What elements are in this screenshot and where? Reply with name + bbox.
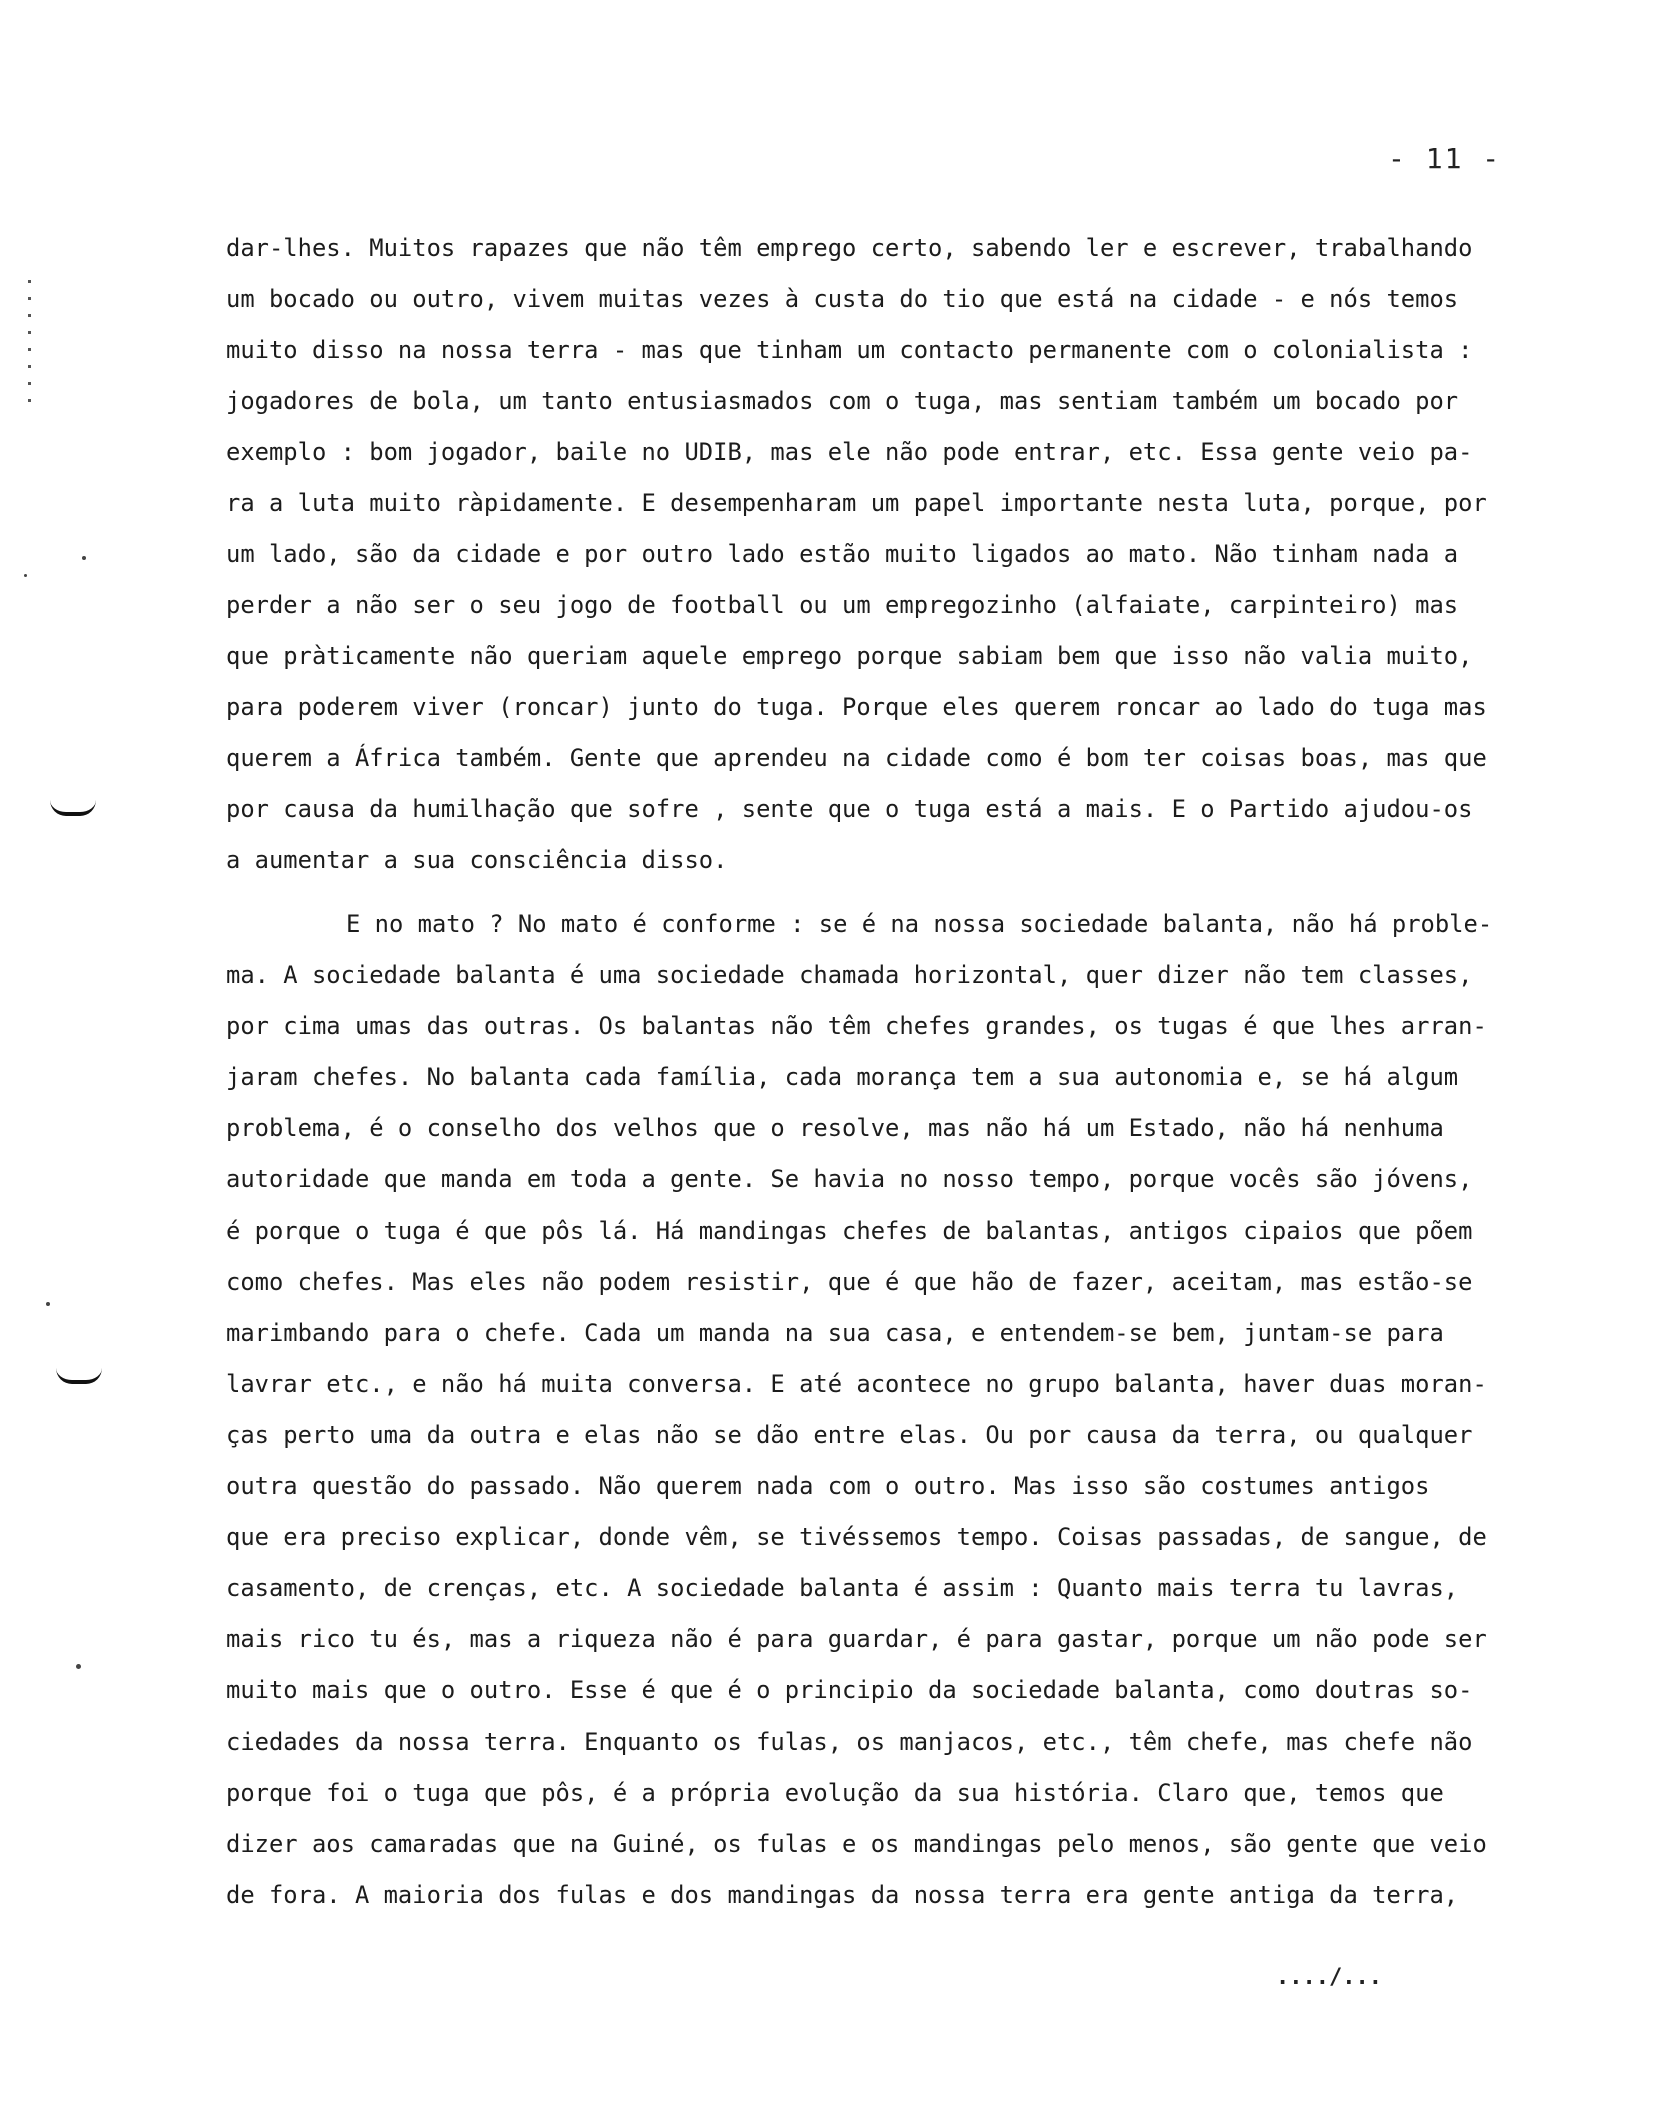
scan-speck (24, 574, 27, 577)
page-number: - 11 - (1388, 142, 1502, 175)
text-line: dar-lhes. Muitos rapazes que não têm emprego certo, sabendo ler e escrever, trabalhando (226, 234, 1473, 262)
text-line: problema, é o conselho dos velhos que o resolve, mas não há um Estado, não há nenhuma (226, 1114, 1444, 1143)
text-line: que era preciso explicar, donde vêm, se tivéssemos tempo. Coisas passadas, de sangue, de (226, 1523, 1487, 1552)
paragraph-1 (226, 223, 1606, 886)
text-line: ças perto uma da outra e elas não se dão entre elas. Ou por causa da terra, ou qualquer (226, 1420, 1473, 1449)
text-line: para poderem viver (roncar) junto do tuga. Porque eles querem roncar ao lado do tuga mas (226, 693, 1487, 721)
text-line: lavrar etc., e não há muita conversa. E até acontece no grupo balanta, haver duas moran- (226, 1369, 1487, 1398)
text-line: que pràticamente não queriam aquele emprego porque sabiam bem que isso não valia muito, (226, 642, 1473, 670)
text-line: casamento, de crenças, etc. A sociedade balanta é assim : Quanto mais terra tu lavras, (226, 1574, 1459, 1603)
text-line: E no mato ? No mato é conforme : se é na nossa sociedade balanta, não há proble- (346, 910, 1493, 938)
text-line: por causa da humilhação que sofre , sente que o tuga está a mais. E o Partido ajudou-os (226, 795, 1473, 823)
margin-punch-marks (28, 280, 32, 460)
text-line: querem a África também. Gente que aprendeu na cidade como é bom ter coisas boas, mas que (226, 744, 1487, 772)
text-line: ciedades da nossa terra. Enquanto os fulas, os manjacos, etc., têm chefe, mas chefe não (226, 1727, 1473, 1756)
binder-hole-mark (50, 800, 96, 816)
text-line: marimbando para o chefe. Cada um manda na sua casa, e entendem-se bem, juntam-se para (226, 1318, 1444, 1347)
text-line: mais rico tu és, mas a riqueza não é para guardar, é para gastar, porque um não pode ser (226, 1625, 1487, 1654)
text-line: muito disso na nossa terra - mas que tinham um contacto permanente com o colonialista : (226, 336, 1473, 364)
paragraph-2 (226, 899, 1606, 1921)
text-line: muito mais que o outro. Esse é que é o principio da sociedade balanta, como doutras so- (226, 1676, 1473, 1705)
text-line: um bocado ou outro, vivem muitas vezes à custa do tio que está na cidade - e nós temos (226, 285, 1459, 313)
scan-speck (76, 1664, 81, 1669)
text-line: exemplo : bom jogador, baile no UDIB, mas ele não pode entrar, etc. Essa gente veio pa- (226, 438, 1473, 466)
text-line: como chefes. Mas eles não podem resistir, que é que hão de fazer, aceitam, mas estão-se (226, 1267, 1473, 1296)
scan-speck (46, 1302, 50, 1306)
text-line: outra questão do passado. Não querem nada com o outro. Mas isso são costumes antigos (226, 1472, 1430, 1501)
text-line: dizer aos camaradas que na Guiné, os fulas e os mandingas pelo menos, são gente que veio (226, 1829, 1487, 1858)
text-line: de fora. A maioria dos fulas e dos mandingas da nossa terra era gente antiga da terra, (226, 1880, 1459, 1909)
text-line: é porque o tuga é que pôs lá. Há mandingas chefes de balantas, antigos cipaios que põem (226, 1216, 1473, 1245)
text-line: um lado, são da cidade e por outro lado estão muito ligados ao mato. Não tinham nada a (226, 540, 1459, 568)
text-line: perder a não ser o seu jogo de football ou um empregozinho (alfaiate, carpinteiro) mas (226, 591, 1459, 619)
text-line: por cima umas das outras. Os balantas não têm chefes grandes, os tugas é que lhes arran- (226, 1012, 1487, 1041)
text-line: autoridade que manda em toda a gente. Se havia no nosso tempo, porque vocês são jóvens, (226, 1165, 1473, 1194)
text-line: ra a luta muito ràpidamente. E desempenharam um papel importante nesta luta, porque, por (226, 489, 1487, 517)
text-line: ma. A sociedade balanta é uma sociedade chamada horizontal, quer dizer não tem classes, (226, 961, 1473, 990)
continuation-marker: ..../... (1276, 1965, 1382, 1990)
text-line: a aumentar a sua consciência disso. (226, 846, 728, 874)
scan-speck (82, 556, 86, 560)
text-line: porque foi o tuga que pôs, é a própria evolução da sua história. Claro que, temos que (226, 1778, 1444, 1807)
text-line: jaram chefes. No balanta cada família, cada morança tem a sua autonomia e, se há algum (226, 1063, 1459, 1092)
text-line: jogadores de bola, um tanto entusiasmados com o tuga, mas sentiam também um bocado por (226, 387, 1459, 415)
binder-hole-mark (56, 1368, 102, 1384)
